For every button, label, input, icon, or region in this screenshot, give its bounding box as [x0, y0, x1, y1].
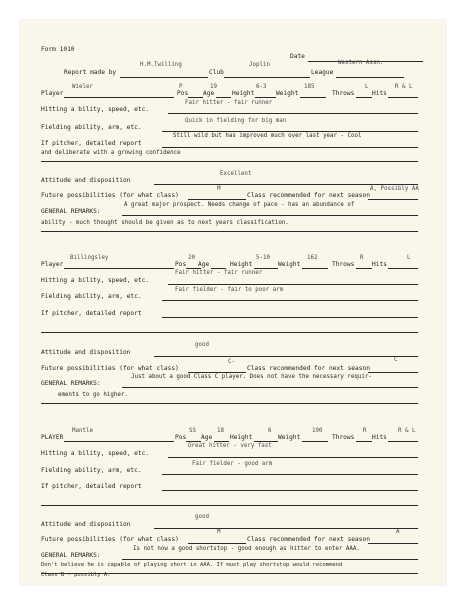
- throws-value: L: [365, 84, 369, 90]
- fielding-line: [162, 300, 418, 301]
- throws-line: [356, 97, 372, 98]
- fielding-value: Fair fielder - fair to poor arm: [175, 287, 284, 293]
- remarks-line-2-text: ements to go higher.: [58, 392, 128, 398]
- hits-value: R & L: [395, 84, 413, 90]
- future-class-value: M: [217, 186, 221, 192]
- height-line: [254, 268, 278, 269]
- future-label: Future possibilities (for what class): [41, 536, 179, 543]
- remarks-line-1-text: Just about a good Class C player. Does not have the necessary requir-: [131, 374, 372, 380]
- club-value: Joplin: [249, 62, 270, 68]
- class-next-line: [368, 372, 418, 373]
- class-next-label: Class recommended for next season: [247, 192, 370, 199]
- age-value: 18: [217, 428, 224, 434]
- throws-value: R: [363, 428, 367, 434]
- remarks-label: GENERAL REMARKS:: [41, 552, 101, 559]
- remarks-label: GENERAL REMARKS:: [41, 208, 101, 215]
- attitude-value: good: [195, 514, 209, 520]
- age-value: 20: [188, 255, 195, 261]
- form-number: Form 1010: [41, 46, 75, 53]
- hits-line: [388, 97, 418, 98]
- hitting-label: Hitting a bility, speed, etc.: [41, 277, 150, 284]
- throws-value: R: [360, 255, 364, 261]
- future-class-value: C-: [228, 359, 235, 365]
- age-line: [211, 268, 226, 269]
- weight-line: [300, 97, 326, 98]
- pitcher-line-1: [162, 317, 418, 318]
- hits-line: [388, 268, 418, 269]
- hits-value: R & L: [398, 428, 416, 434]
- player-line: [64, 441, 174, 442]
- player-name: Mantle: [72, 428, 93, 434]
- remarks-line-1: [122, 559, 418, 560]
- hitting-value: Fair hitter - fair runner: [185, 100, 273, 106]
- height-line: [255, 97, 276, 98]
- fielding-label: Fielding ability, arm, etc.: [41, 124, 142, 131]
- pos-label: Pos: [175, 261, 187, 268]
- age-label: Age: [201, 434, 213, 441]
- hitting-line: [168, 457, 418, 458]
- attitude-label: Attitude and disposition: [41, 349, 131, 356]
- hits-label: Hits: [372, 434, 387, 441]
- height-line: [254, 441, 278, 442]
- height-value: 6-3: [256, 84, 267, 90]
- future-label: Future possibilities (for what class): [41, 192, 179, 199]
- player-line: [64, 97, 174, 98]
- weight-label: Weight: [278, 261, 301, 268]
- report-made-by-line: [120, 77, 208, 78]
- future-class-line: [188, 372, 246, 373]
- attitude-label: Attitude and disposition: [41, 521, 131, 528]
- league-label: League: [311, 69, 334, 76]
- throws-line: [356, 268, 372, 269]
- hitting-label: Hitting a bility, speed, etc.: [41, 106, 150, 113]
- pos-line: [188, 97, 203, 98]
- remarks-line-1-text: A great major prospect. Needs change of pace - has an abundance of: [124, 202, 355, 208]
- age-label: Age: [203, 90, 215, 97]
- future-label: Future possibilities (for what class): [41, 365, 179, 372]
- weight-value: 162: [307, 255, 318, 261]
- fielding-line: [162, 474, 418, 475]
- remarks-line-2: [41, 403, 418, 404]
- weight-label: Weight: [278, 434, 301, 441]
- remarks-line-2-text: ability - much thought should be given as to next years classification.: [41, 220, 289, 226]
- attitude-line: [154, 356, 418, 357]
- hits-label: Hits: [372, 90, 387, 97]
- pos-value: SS: [189, 428, 196, 434]
- age-value: 19: [210, 84, 217, 90]
- fielding-label: Fielding ability, arm, etc.: [41, 293, 142, 300]
- player-label: PLAYER: [41, 434, 64, 441]
- throws-label: Throws: [332, 261, 355, 268]
- pos-line: [186, 441, 201, 442]
- player-label: Player: [41, 261, 64, 268]
- fielding-label: Fielding ability, arm, etc.: [41, 467, 142, 474]
- pitcher-report-line-1: Still wild but has improved much over last year - Cool: [173, 133, 362, 139]
- future-class-line: [188, 543, 246, 544]
- pos-value: P: [179, 84, 183, 90]
- pitcher-line-2: [41, 161, 418, 162]
- pos-label: Pos: [175, 434, 187, 441]
- throws-label: Throws: [332, 434, 355, 441]
- league-value: Western Assn.: [338, 60, 384, 66]
- height-value: 5-10: [256, 255, 270, 261]
- attitude-line: [154, 528, 418, 529]
- pitcher-line-1: [162, 490, 418, 491]
- pitcher-report-line-2: and deliberate with a growing confidence: [41, 150, 181, 156]
- hitting-label: Hitting a bility, speed, etc.: [41, 450, 150, 457]
- hits-line: [388, 441, 418, 442]
- remarks-line-1-text: Is not now a good shortstop - good enough as hitter to enter AAA.: [133, 546, 360, 552]
- pitcher-line-1: [162, 147, 418, 148]
- class-next-label: Class recommended for next season: [247, 536, 370, 543]
- pos-line: [186, 268, 201, 269]
- pitcher-label: If pitcher, detailed report: [41, 140, 142, 147]
- class-next-line: [368, 199, 418, 200]
- hitting-line: [168, 113, 418, 114]
- hits-value: L: [407, 255, 411, 261]
- height-label: Height: [230, 261, 253, 268]
- class-next-value: A: [396, 529, 400, 535]
- age-line: [214, 441, 229, 442]
- class-next-value: A, Possibly AA: [370, 186, 419, 192]
- age-line: [216, 97, 231, 98]
- age-label: Age: [198, 261, 210, 268]
- future-class-line: [188, 199, 246, 200]
- weight-line: [302, 441, 328, 442]
- hitting-value: Great hitter - very fast: [188, 443, 272, 449]
- remarks-line-1: [122, 387, 418, 388]
- hits-label: Hits: [372, 261, 387, 268]
- remarks-line-2: [41, 231, 418, 232]
- report-made-by-label: Report made by: [64, 69, 117, 76]
- class-next-line: [368, 543, 418, 544]
- player-name: Billingsley: [70, 255, 109, 261]
- attitude-value: Excellent: [220, 171, 252, 177]
- weight-value: 185: [304, 84, 315, 90]
- club-label: Club: [209, 69, 224, 76]
- attitude-line: [154, 184, 418, 185]
- fielding-line: [162, 131, 418, 132]
- club-line: [224, 77, 310, 78]
- height-label: Height: [232, 90, 255, 97]
- player-label: Player: [41, 90, 64, 97]
- weight-label: Weight: [276, 90, 299, 97]
- pitcher-line-2: [41, 505, 418, 506]
- weight-line: [302, 268, 328, 269]
- future-class-value: M: [217, 529, 221, 535]
- remarks-line-1: [122, 215, 418, 216]
- remarks-label: GENERAL REMARKS:: [41, 380, 101, 387]
- throws-line: [356, 441, 372, 442]
- hitting-value: Fair hitter - fair runner: [175, 270, 263, 276]
- class-next-label: Class recommended for next season: [247, 365, 370, 372]
- height-value: 6: [268, 428, 272, 434]
- weight-value: 190: [312, 428, 323, 434]
- pitcher-label: If pitcher, detailed report: [41, 483, 142, 490]
- player-line: [64, 268, 174, 269]
- attitude-value: good: [195, 342, 209, 348]
- height-label: Height: [230, 434, 253, 441]
- scouting-report-form: [20, 20, 446, 585]
- date-label: Date: [290, 53, 305, 60]
- fielding-value: Quick in fielding for big man: [185, 118, 287, 124]
- remarks-line-2-text: Don't believe he is capable of playing short in AAA. If must play shortstop would recommend: [41, 562, 343, 568]
- pos-label: Pos: [177, 90, 189, 97]
- player-name: Wieler: [72, 84, 93, 90]
- hitting-line: [168, 284, 418, 285]
- pitcher-line-2: [41, 332, 418, 333]
- remarks-line-3-text: Class B - possibly A.: [41, 572, 111, 578]
- class-next-value: C: [394, 357, 398, 363]
- fielding-value: Fair fielder - good arm: [192, 461, 273, 467]
- throws-label: Throws: [332, 90, 355, 97]
- report-made-by-value: H.M.Twilling: [140, 62, 182, 68]
- league-line: [336, 77, 404, 78]
- pitcher-label: If pitcher, detailed report: [41, 310, 142, 317]
- attitude-label: Attitude and disposition: [41, 177, 131, 184]
